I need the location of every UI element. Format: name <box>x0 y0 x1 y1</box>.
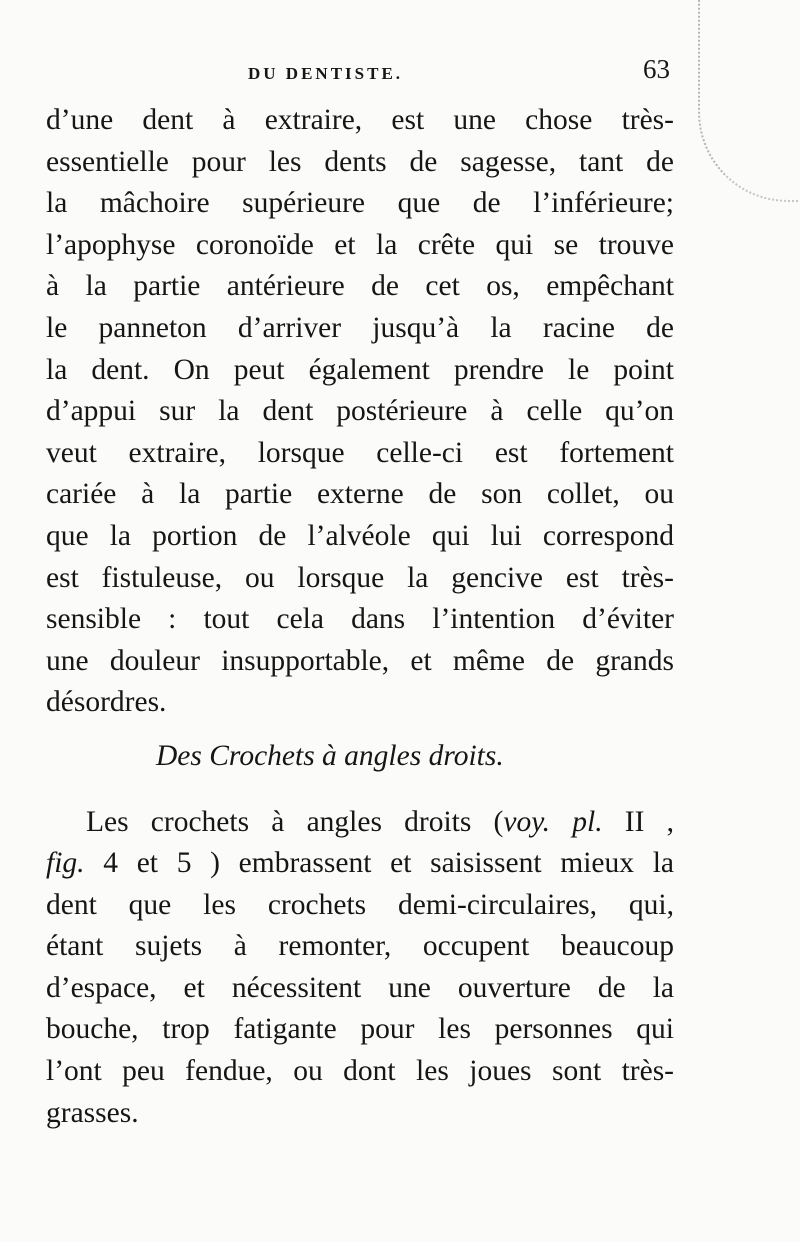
text-run: 4 et 5 ) embrassent et saisissent mieux la <box>84 847 674 880</box>
text-line: que la portion de l’alvéole qui lui correspond <box>46 519 674 552</box>
text-run: II , <box>602 805 674 838</box>
paragraph-1 <box>46 100 674 724</box>
text-line: veut extraire, lorsque celle-ci est fortement <box>46 436 674 469</box>
figure-reference: fig. <box>46 847 85 880</box>
text-line: le panneton d’arriver jusqu’à la racine de <box>46 311 674 344</box>
text-line <box>46 843 674 885</box>
text-line: l’apophyse coronoïde et la crête qui se trouve <box>46 228 674 261</box>
paragraph-2 <box>46 802 674 1135</box>
text-line: l’ont peu fendue, ou dont les joues sont très- <box>46 1055 674 1088</box>
text-line: grasses. <box>46 1096 139 1129</box>
text-line: la dent. On peut également prendre le point <box>46 353 674 386</box>
text-line: d’une dent à extraire, est une chose très- <box>46 104 674 136</box>
text-line: dent que les crochets demi-circulaires, qui, <box>46 888 674 921</box>
text-line: d’appui sur la dent postérieure à celle qu’on <box>46 395 674 428</box>
plate-reference: voy. pl. <box>503 805 603 838</box>
text-line: est fistuleuse, ou lorsque la gencive est très- <box>46 561 674 594</box>
text-line: à la partie antérieure de cet os, empêchant <box>46 270 674 303</box>
section-heading: Des Crochets à angles droits. <box>156 739 504 772</box>
text-line: une douleur insupportable, et même de grands <box>46 644 674 677</box>
text-line: la mâchoire supérieure que de l’inférieure; <box>46 187 674 220</box>
text-line: essentielle pour les dents de sagesse, tant de <box>46 145 674 178</box>
text-line: sensible : tout cela dans l’intention d’éviter <box>46 603 674 636</box>
text-line: étant sujets à remonter, occupent beaucoup <box>46 930 674 963</box>
text-line: cariée à la partie externe de son collet, ou <box>46 478 674 511</box>
text-line <box>46 802 674 844</box>
text-line: désordres. <box>46 686 167 719</box>
page-header <box>48 50 670 90</box>
running-head: DU DENTISTE. <box>248 64 404 83</box>
main-text <box>46 100 674 1134</box>
text-line: d’espace, et nécessitent une ouverture de la <box>46 971 674 1004</box>
page-number: 63 <box>643 54 670 84</box>
text-run: Les crochets à angles droits ( <box>86 805 504 838</box>
library-stamp <box>698 0 800 202</box>
text-line: bouche, trop fatigante pour les personnes qui <box>46 1013 674 1046</box>
